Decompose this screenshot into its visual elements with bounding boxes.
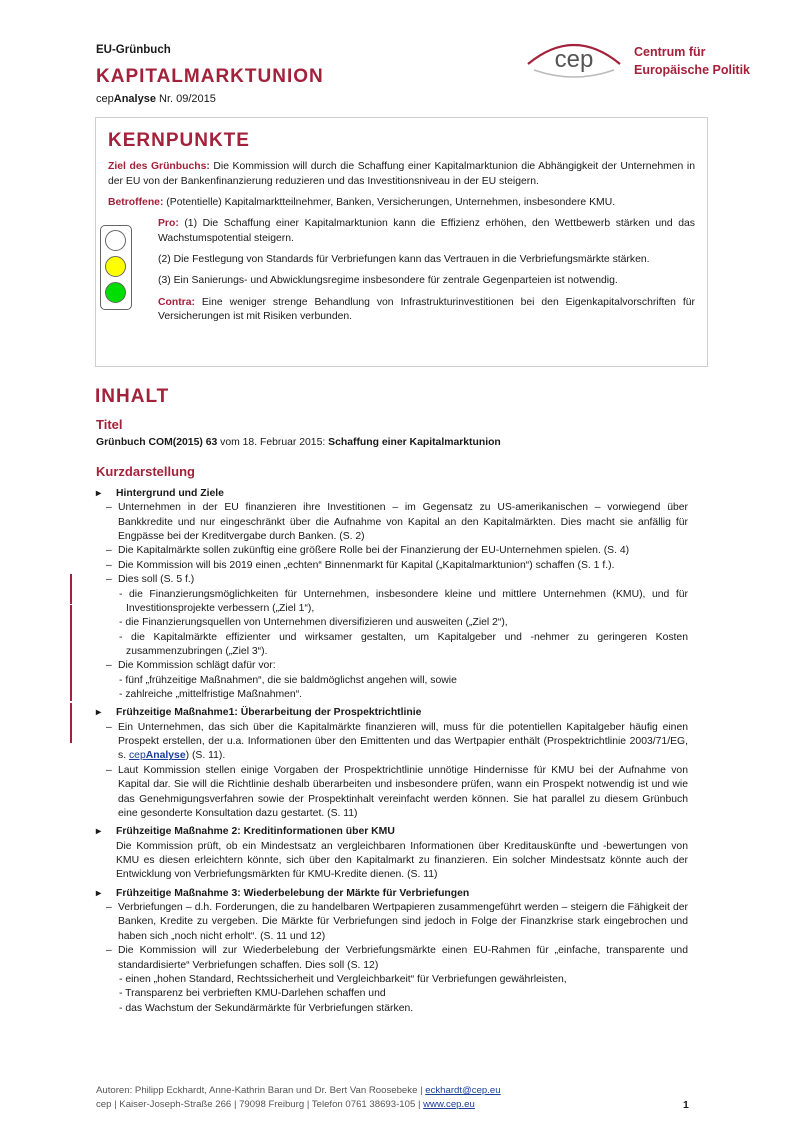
email-link[interactable]: eckhardt@cep.eu xyxy=(425,1085,501,1096)
analyse-prefix: cep xyxy=(96,93,114,105)
list-item xyxy=(96,721,688,764)
kurzdarstellung-content xyxy=(96,485,688,1016)
sub-item: - fünf „frühzeitige Maßnahmen“, die sie baldmöglichst angehen will, sowie xyxy=(119,674,457,686)
sub-item: - Transparenz bei verbrieften KMU-Darlehen schaffen und xyxy=(119,988,386,1000)
section-title: ▸ Frühzeitige Maßnahme 2: Kreditinformationen über KMU xyxy=(96,825,688,839)
sub-item: - die Finanzierungsquellen von Unternehmen diversifizieren und ausweiten („Ziel 2“), xyxy=(119,617,508,629)
ziel-paragraph xyxy=(108,160,695,189)
org-line-1: Centrum für xyxy=(634,45,706,59)
document-title: KAPITALMARKTUNION xyxy=(96,66,324,87)
sub-item: - das Wachstum der Sekundärmärkte für Verbriefungen stärken. xyxy=(119,1002,414,1014)
analyse-number xyxy=(96,92,216,107)
contra-label: Contra: xyxy=(158,296,195,308)
kurzdarstellung-heading: Kurzdarstellung xyxy=(96,464,195,479)
document-kicker: EU-Grünbuch xyxy=(96,44,171,56)
list-item-text-end: ) (S. 11). xyxy=(185,750,226,762)
ziel-text: Die Kommission will durch die Schaffung einer Kapitalmarktunion die Abhängigkeit der Unternehmen in der EU von der Bankenfinanzierung reduzieren und das Investitionsniveau in der EU steigern. xyxy=(108,161,695,187)
pro-2: (2) Die Festlegung von Standards für Verbriefungen kann das Vertrauen in die Verbriefungsmärkte stärken. xyxy=(158,254,650,266)
link-bold: Analyse xyxy=(145,750,186,762)
footer xyxy=(96,1084,501,1112)
analyse-nr: Nr. 09/2015 xyxy=(155,93,216,105)
list-item: – Laut Kommission stellen einige Vorgaben der Prospektrichtlinie unnötige Hindernisse für KMU bei der Aufnahme von Kapital dar. Sie will die Richtlinie deshalb überarbeiten und insbesondere prüfen, wann ein Prospekt notwendig ist und wie das Genehmigungsverfahren sowie der Prospektinhalt vereinfacht werden können. Sie hat parallel zu diesem Grünbuch eine gesonderte Konsultation dazu gestartet. (S. 11) xyxy=(96,764,688,821)
section-paragraph: Die Kommission prüft, ob ein Mindestsatz an vergleichbaren Informationen über Kreditauskünfte und -bewertungen von KMU es diesen erleichtern könnte, sich über den Kapitalmarkt zu finanzieren. Ein solcher Mindestsatz könnte auch der Entwicklung von Verbriefungsmärkten für KMU-Kredite dienen. (S. 11) xyxy=(116,840,688,881)
titel-heading: Titel xyxy=(96,417,123,432)
sub-item: - zahlreiche „mittelfristige Maßnahmen“. xyxy=(119,689,303,701)
pro-3: (3) Ein Sanierungs- und Abwicklungsregime insbesondere für zentrale Gegenparteien ist notwendig. xyxy=(158,275,618,287)
list-item: – Die Kommission will zur Wiederbelebung der Verbriefungsmärkte einen EU-Rahmen für „einfache, transparente und standardisierte“ Verbriefungen schaffen. Dies soll (S. 12) xyxy=(96,944,688,973)
sub-item: - die Kapitalmärkte effizienter und wirksamer gestalten, um Kapitalgeber und -nehmer zu geringeren Kosten zusammenzubringen („Ziel 3“). xyxy=(119,631,688,657)
gb-number: Grünbuch COM(2015) 63 xyxy=(96,437,218,448)
analyse-bold: Analyse xyxy=(113,93,156,105)
traffic-light-white xyxy=(105,230,126,251)
link-prefix: cep xyxy=(128,750,146,762)
traffic-light-green xyxy=(105,282,126,303)
logo-word: cep xyxy=(554,46,594,73)
footer-address-text: cep | Kaiser-Joseph-Straße 266 | 79098 Freiburg | Telefon 0761 38693-105 | xyxy=(96,1098,424,1110)
pro-label: Pro: xyxy=(158,218,179,230)
pro-contra-block xyxy=(158,217,695,324)
sub-item: - einen „hohen Standard, Rechtssicherheit und Vergleichbarkeit“ für Verbriefungen gewährleisten, xyxy=(119,973,567,985)
inhalt-heading: INHALT xyxy=(95,386,170,407)
gb-title: Schaffung einer Kapitalmarktunion xyxy=(328,437,501,448)
page-number: 1 xyxy=(683,1099,689,1111)
gb-date: vom 18. Februar 2015: xyxy=(217,437,329,448)
list-item: – Unternehmen in der EU finanzieren ihre Investitionen – im Gegensatz zu US-amerikanischen – vorwiegend über Bankkredite und nur eingeschränkt über die Aufnahme von Kapital an den Kapitalmärkten. Dies macht sie anfällig für Engpässe bei der Kreditvergabe durch Banken. (S. 2) xyxy=(96,501,688,544)
website-link[interactable]: www.cep.eu xyxy=(423,1098,475,1110)
pro-1-text: (1) Die Schaffung einer Kapitalmarktunion kann die Effizienz erhöhen, den Wettbewerb stärken und das Wachstumspotential steigern. xyxy=(158,218,695,244)
footer-authors xyxy=(96,1084,501,1098)
list-item: – Dies soll (S. 5 f.) xyxy=(96,573,688,587)
footer-authors-text: Autoren: Philipp Eckhardt, Anne-Kathrin Baran und Dr. Bert Van Roosebeke | xyxy=(96,1085,426,1096)
list-item: – Die Kapitalmärkte sollen zukünftig eine größere Rolle bei der Finanzierung der EU-Unternehmen spielen. (S. 4) xyxy=(96,544,688,558)
cep-logo-icon xyxy=(524,34,624,80)
org-line-2: Europäische Politik xyxy=(634,62,751,77)
section-title: ▸ Frühzeitige Maßnahme 3: Wiederbelebung der Märkte für Verbriefungen xyxy=(96,887,688,901)
ziel-label: Ziel des Grünbuchs: xyxy=(108,161,210,173)
revision-bar xyxy=(70,605,72,701)
traffic-light-yellow xyxy=(105,256,126,277)
list-item: – Die Kommission will bis 2019 einen „echten“ Binnenmarkt für Kapital („Kapitalmarktunion“) schaffen (S. 1 f.). xyxy=(96,559,688,573)
kernpunkte-heading: KERNPUNKTE xyxy=(108,130,250,151)
section-title: ▸ Frühzeitige Maßnahme1: Überarbeitung der Prospektrichtlinie xyxy=(96,706,688,720)
list-item: – Die Kommission schlägt dafür vor: xyxy=(96,659,688,673)
list-item: – Verbriefungen – d.h. Forderungen, die zu handelbaren Wertpapieren zusammengeführt werden – steigern die Fähigkeit der Banken, Kredite zu vergeben. Die Märkte für Verbriefungen sind jedoch in Folge der Finanzkrise stark eingebrochen und haben sich „noch nicht erholt“. (S. 11 und 12) xyxy=(96,901,688,944)
betroffene-paragraph xyxy=(108,196,695,210)
contra xyxy=(158,296,695,325)
section-title: ▸ Hintergrund und Ziele xyxy=(96,487,688,501)
gruenbuch-reference xyxy=(96,436,501,450)
pro-1 xyxy=(158,217,695,246)
betroffene-label: Betroffene: xyxy=(108,196,164,208)
betroffene-text: (Potentielle) Kapitalmarktteilnehmer, Banken, Versicherungen, Unternehmen, insbesondere KMU. xyxy=(163,196,616,208)
traffic-light-icon xyxy=(100,225,132,310)
revision-bar xyxy=(70,703,72,743)
footer-address xyxy=(96,1098,501,1112)
org-name xyxy=(634,44,750,79)
list-item-text: Ein Unternehmen, das sich über die Kapitalmärkte finanzieren will, muss für die potentiellen Kapitalgeber häufig einen Prospekt erstellen, der u.a. Informationen über den Emittenten und das Wertpapier enthält (Prospektrichtlinie 2003/71/EG, s. xyxy=(118,721,688,762)
cep-analyse-link[interactable] xyxy=(129,750,186,761)
contra-text: Eine weniger strenge Behandlung von Infrastrukturinvestitionen bei den Eigenkapitalvorschriften für Versicherungen ist mit Risiken verbunden. xyxy=(158,296,695,323)
kernpunkte-box xyxy=(95,117,708,367)
revision-bar xyxy=(70,574,72,604)
sub-item: - die Finanzierungsmöglichkeiten für Unternehmen, insbesondere kleine und mittlere Unternehmen (KMU), und für Investitionsprojekte verbessern („Ziel 1“), xyxy=(119,588,688,614)
